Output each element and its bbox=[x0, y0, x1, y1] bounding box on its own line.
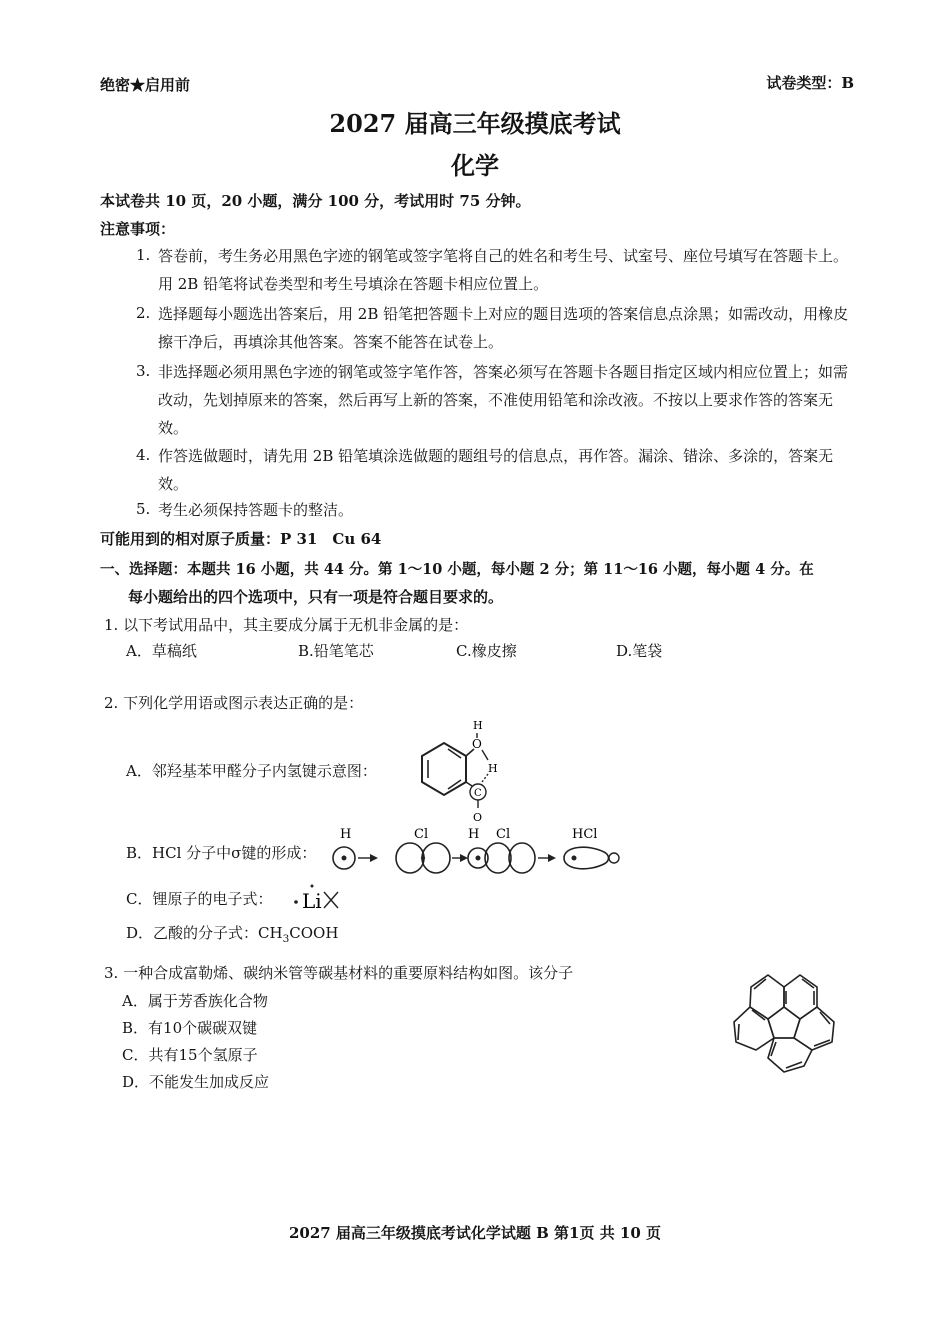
notice-text: 作答选做题时，请先用 2B 铅笔填涂选做题的题组号的信息点，再作答。漏涂、错涂、多涂的，答案无效。 bbox=[158, 447, 834, 493]
option-d-prefix: D．乙酸的分子式： bbox=[126, 924, 259, 942]
sigma-bond-formation-figure bbox=[326, 822, 626, 882]
lithium-electron-dot-figure bbox=[290, 880, 350, 914]
notice-text: 答卷前，考生务必用黑色字迹的钢笔或签字笔将自己的姓名和考生号、试室号、座位号填写在答题卡上。用 2B 铅笔将试卷类型和考生号填涂在答题卡相应位置上。 bbox=[158, 247, 849, 293]
figure-label: Cl bbox=[414, 827, 429, 842]
figure-label: O bbox=[472, 737, 482, 751]
formula-part: COOH bbox=[289, 924, 339, 942]
formula-part: CH bbox=[258, 924, 283, 942]
figure-label: H bbox=[488, 762, 498, 775]
figure-label: O bbox=[473, 811, 483, 824]
question-2-option-a: A．邻羟基苯甲醛分子内氢键示意图： bbox=[126, 762, 377, 780]
question-2-stem: 2. 下列化学用语或图示表达正确的是： bbox=[104, 694, 364, 712]
notice-text: 非选择题必须用黑色字迹的钢笔或签字笔作答，答案必须写在答题卡各题目指定区域内相应位置上；如需改动，先划掉原来的答案，然后再写上新的答案，不准使用铅笔和涂改液。不按以上要求作答的答案无效。 bbox=[158, 363, 849, 437]
paper-type-label: 试卷类型：B bbox=[766, 74, 854, 92]
question-3-option-d: D．不能发生加成反应 bbox=[122, 1073, 270, 1091]
notice-number: 2. bbox=[136, 304, 151, 322]
notice-number: 4. bbox=[136, 446, 151, 464]
subject-title: 化学 bbox=[451, 151, 499, 180]
notice-text: 考生必须保持答题卡的整洁。 bbox=[158, 501, 354, 519]
notice-number: 5. bbox=[136, 500, 151, 518]
question-1-option-b: B.铅笔笔芯 bbox=[298, 642, 374, 660]
notice-number: 3. bbox=[136, 362, 151, 380]
question-3-option-c: C．共有15个氢原子 bbox=[122, 1046, 258, 1064]
question-1-option-a: A．草稿纸 bbox=[126, 642, 197, 660]
confidential-label: 绝密★启用前 bbox=[100, 76, 191, 94]
question-2-option-d bbox=[126, 922, 338, 945]
notice-text: 选择题每小题选出答案后，用 2B 铅笔把答题卡上对应的题目选项的答案信息点涂黑；如需改动，用橡皮擦干净后，再填涂其他答案。答案不能答在试卷上。 bbox=[158, 305, 849, 351]
paper-info: 本试卷共 10 页，20 小题，满分 100 分，考试用时 75 分钟。 bbox=[100, 192, 531, 210]
notice-heading: 注意事项： bbox=[100, 220, 176, 238]
question-3-stem: 3. 一种合成富勒烯、碳纳米管等碳基材料的重要原料结构如图。该分子 bbox=[104, 964, 574, 982]
figure-label: HCl bbox=[572, 827, 598, 842]
atomic-mass-info: 可能用到的相对原子质量：P 31 Cu 64 bbox=[100, 530, 382, 548]
exam-title: 2027 届高三年级摸底考试 bbox=[329, 109, 621, 138]
formula-subscript: 3 bbox=[282, 933, 290, 945]
figure-label: H bbox=[468, 827, 480, 842]
question-1-option-d: D.笔袋 bbox=[616, 642, 663, 660]
page-footer: 2027 届高三年级摸底考试化学试题 B 第1页 共 10 页 bbox=[288, 1224, 662, 1242]
figure-label: Li bbox=[302, 889, 322, 913]
figure-label: Cl bbox=[496, 827, 511, 842]
o-hydroxybenzaldehyde-figure bbox=[398, 716, 508, 826]
question-3-option-b: B．有10个碳碳双键 bbox=[122, 1019, 258, 1037]
question-2-option-b: B．HCl 分子中σ键的形成： bbox=[126, 844, 317, 862]
question-3-option-a: A．属于芳香族化合物 bbox=[122, 992, 268, 1010]
question-1-stem: 1. 以下考试用品中，其主要成分属于无机非金属的是： bbox=[104, 616, 469, 634]
figure-label: H bbox=[473, 719, 483, 732]
notice-number: 1. bbox=[136, 246, 151, 264]
question-1-option-c: C.橡皮擦 bbox=[456, 642, 517, 660]
section-heading-line2: 每小题给出的四个选项中，只有一项是符合题目要求的。 bbox=[128, 588, 504, 606]
section-heading-line1: 一、选择题：本题共 16 小题，共 44 分。第 1～10 小题，每小题 2 分；第 11～16 小题，每小题 4 分。在 bbox=[100, 561, 814, 578]
figure-label: C bbox=[474, 788, 482, 799]
corannulene-structure-figure bbox=[722, 962, 846, 1086]
figure-label: H bbox=[340, 827, 352, 842]
question-2-option-c: C．锂原子的电子式： bbox=[126, 890, 273, 908]
